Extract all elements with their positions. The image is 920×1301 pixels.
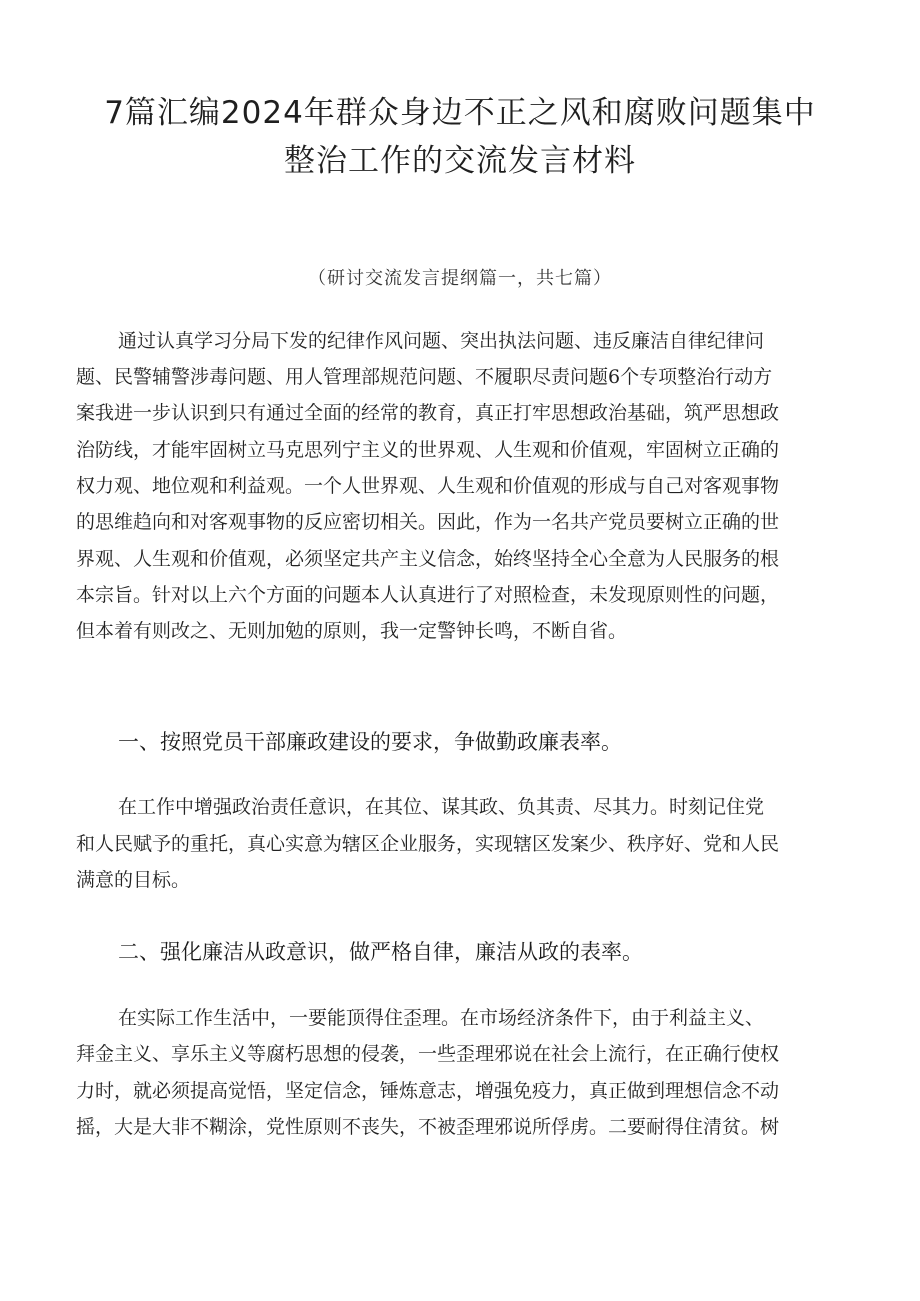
document-title-line-2: 整治工作的交流发言材料	[284, 143, 636, 179]
paragraph-1-line: 案我进一步认识到只有通过全面的经常的教育，真正打牢思想政治基础，筑严思想政	[76, 402, 780, 424]
paragraph-3-line: 在实际工作生活中，一要能顶得住歪理。在市场经济条件下，由于利益主义、	[118, 1007, 765, 1029]
paragraph-1-line: 的思维趋向和对客观事物的反应密切相关。因此，作为一名共产党员要树立正确的世	[76, 511, 780, 533]
paragraph-2-line: 和人民赋予的重托，真心实意为辖区企业服务，实现辖区发案少、秩序好、党和人民	[76, 833, 780, 855]
paragraph-2-line: 满意的目标。	[76, 869, 191, 891]
paragraph-1-line: 通过认真学习分局下发的纪律作风问题、突出执法问题、违反廉洁自律纪律问	[118, 330, 765, 352]
section-heading-1: 一、按照党员干部廉政建设的要求，争做勤政廉表率。	[118, 730, 622, 754]
paragraph-3-line: 力时，就必须提高觉悟，坚定信念，锤炼意志，增强免疫力，真正做到理想信念不动	[76, 1080, 780, 1102]
paragraph-1-line: 本宗旨。针对以上六个方面的问题本人认真进行了对照检查，未发现原则性的问题，	[76, 584, 780, 606]
paragraph-3-line: 拜金主义、享乐主义等腐朽思想的侵袭，一些歪理邪说在社会上流行，在正确行使权	[76, 1043, 780, 1065]
document-title-line-1: 7篇汇编2024年群众身边不正之风和腐败问题集中	[104, 95, 816, 131]
paragraph-1-line: 但本着有则改之、无则加勉的原则，我一定警钟长鸣，不断自省。	[76, 620, 628, 642]
paragraph-1-line: 题、民警辅警涉毒问题、用人管理部规范问题、不履职尽责问题6个专项整治行动方	[76, 366, 773, 388]
document-subtitle: （研讨交流发言提纲篇一，共七篇）	[308, 268, 612, 289]
paragraph-2-line: 在工作中增强政治责任意识，在其位、谋其政、负其责、尽其力。时刻记住党	[118, 796, 765, 818]
section-heading-2: 二、强化廉洁从政意识，做严格自律，廉洁从政的表率。	[118, 940, 643, 964]
paragraph-1-line: 界观、人生观和价值观，必须坚定共产主义信念，始终坚持全心全意为人民服务的根	[76, 548, 780, 570]
paragraph-1-line: 治防线，才能牢固树立马克思列宁主义的世界观、人生观和价值观，牢固树立正确的	[76, 439, 780, 461]
paragraph-3-line: 摇，大是大非不糊涂，党性原则不丧失，不被歪理邪说所俘虏。二要耐得住清贫。树	[76, 1116, 780, 1138]
paragraph-1-line: 权力观、地位观和利益观。一个人世界观、人生观和价值观的形成与自己对客观事物	[76, 475, 780, 497]
